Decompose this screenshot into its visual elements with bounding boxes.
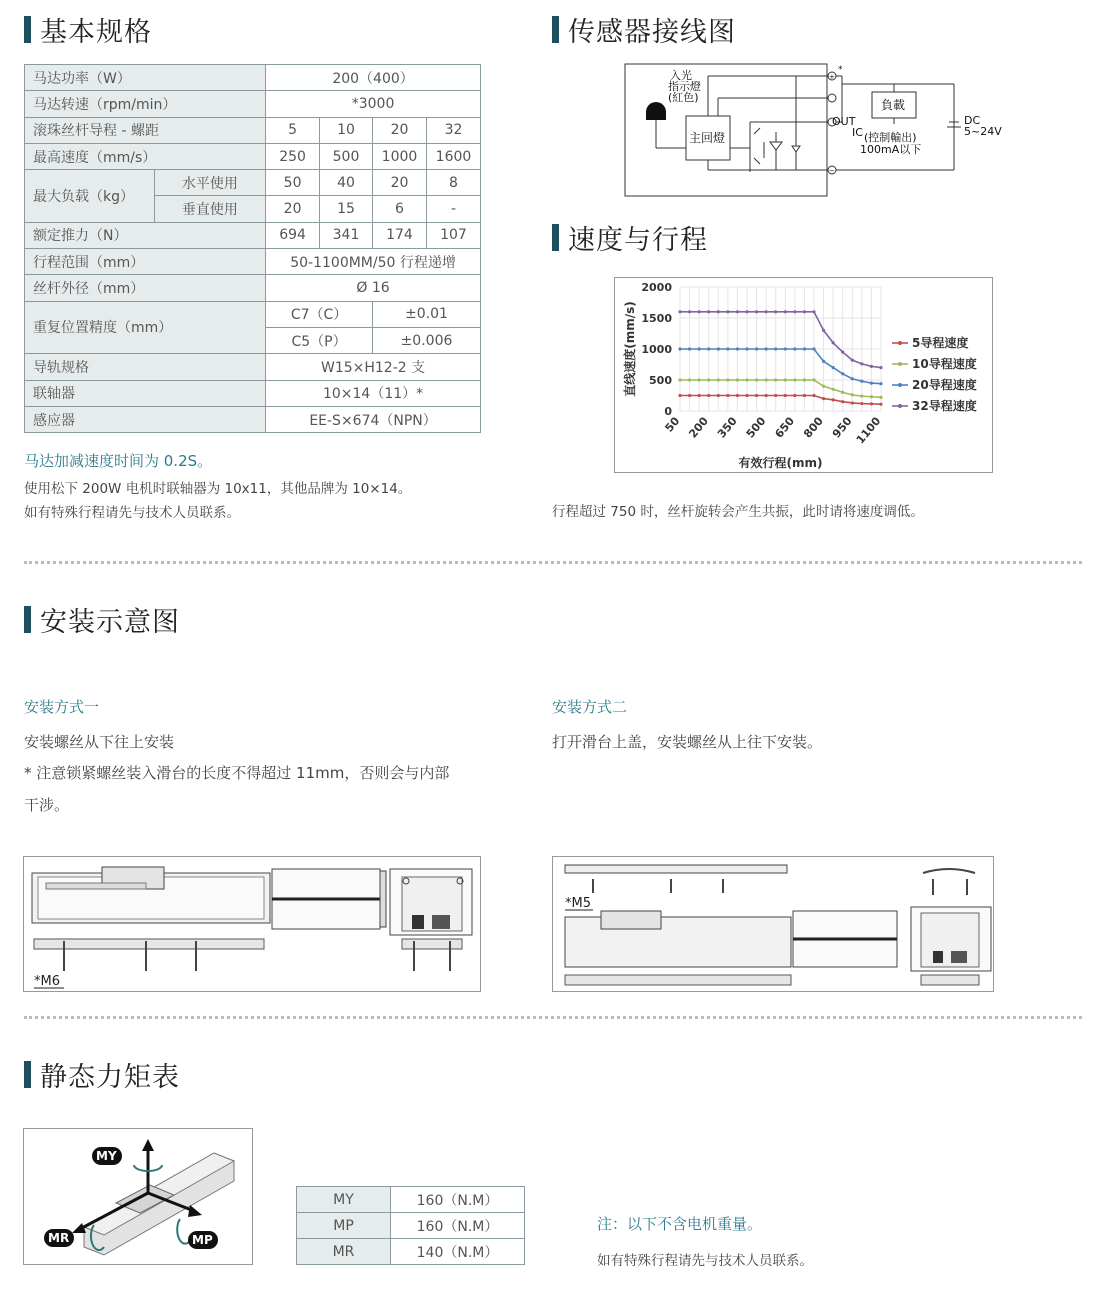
x-tick-label: 950 — [829, 414, 855, 441]
table-row: 垂直使用 20 15 6 - — [25, 196, 481, 222]
section-title-basic-spec: 基本规格 — [24, 10, 152, 49]
svg-text:主回燈: 主回燈 — [689, 131, 726, 145]
svg-text:5~24V: 5~24V — [964, 125, 1002, 138]
data-point — [765, 378, 768, 381]
data-point — [822, 397, 825, 400]
install-method1-line1: 安装螺丝从下往上安装 — [24, 733, 175, 751]
data-point — [736, 378, 739, 381]
x-tick-label: 200 — [686, 414, 712, 441]
data-point — [812, 347, 815, 350]
indicator-lamp-icon — [646, 102, 666, 120]
legend-marker — [898, 362, 902, 366]
data-point — [736, 347, 739, 350]
svg-text:MP: MP — [192, 1233, 213, 1247]
table-row: MP 160（N.M） — [297, 1213, 525, 1239]
x-tick-label: 1100 — [853, 414, 884, 447]
data-point — [707, 347, 710, 350]
svg-text:MY: MY — [96, 1149, 117, 1163]
legend-marker — [898, 341, 902, 345]
data-point — [765, 347, 768, 350]
data-point — [860, 395, 863, 398]
y-tick-label: 500 — [649, 374, 672, 387]
svg-text:*: * — [838, 65, 843, 75]
data-point — [784, 378, 787, 381]
data-point — [879, 382, 882, 385]
data-point — [726, 310, 729, 313]
svg-text:(紅色): (紅色) — [668, 91, 699, 104]
data-point — [755, 310, 758, 313]
moment-note-contact: 如有特殊行程请先与技术人员联系。 — [597, 1253, 813, 1269]
legend-marker — [898, 383, 902, 387]
data-point — [774, 347, 777, 350]
table-row: 导轨规格 W15×H12-2 支 — [25, 354, 481, 380]
divider — [24, 561, 1082, 564]
data-point — [726, 347, 729, 350]
svg-text:*M6: *M6 — [34, 974, 60, 989]
svg-text:指示燈: 指示燈 — [668, 80, 701, 93]
data-point — [755, 347, 758, 350]
data-point — [793, 378, 796, 381]
data-point — [860, 402, 863, 405]
data-point — [707, 310, 710, 313]
data-point — [698, 310, 701, 313]
x-tick-label: 500 — [743, 414, 769, 441]
data-point — [851, 359, 854, 362]
data-point — [765, 310, 768, 313]
data-point — [870, 395, 873, 398]
data-point — [860, 380, 863, 383]
legend-label: 20导程速度 — [912, 378, 977, 392]
data-point — [812, 310, 815, 313]
data-point — [812, 394, 815, 397]
svg-text:負載: 負載 — [881, 98, 906, 112]
moment-diagram — [23, 1128, 253, 1265]
data-point — [745, 347, 748, 350]
svg-text:+: + — [829, 73, 835, 81]
data-point — [832, 366, 835, 369]
svg-text:(控制輸出): (控制輸出) — [864, 131, 917, 144]
data-point — [707, 394, 710, 397]
legend-label: 32导程速度 — [912, 399, 977, 413]
data-point — [851, 401, 854, 404]
accel-note: 马达加减速度时间为 0.2S。 — [24, 452, 213, 470]
data-point — [870, 382, 873, 385]
install-method1-line3: 干涉。 — [24, 796, 70, 814]
data-point — [745, 378, 748, 381]
section-title-speed: 速度与行程 — [552, 218, 708, 257]
table-row: 行程范围（mm） 50-1100MM/50 行程递增 — [25, 249, 481, 275]
table-row: 马达功率（W） 200（400） — [25, 65, 481, 91]
speed-chart — [614, 277, 993, 473]
svg-text:DC: DC — [964, 114, 981, 127]
divider — [24, 1016, 1082, 1019]
install-method2-title: 安装方式二 — [552, 698, 628, 716]
section-title-moment: 静态力矩表 — [24, 1055, 180, 1094]
svg-text:MR: MR — [48, 1231, 70, 1245]
data-point — [784, 394, 787, 397]
data-point — [841, 400, 844, 403]
y-tick-label: 1000 — [641, 343, 672, 356]
legend-marker — [898, 404, 902, 408]
data-point — [678, 378, 681, 381]
data-point — [717, 310, 720, 313]
data-point — [774, 310, 777, 313]
install-drawing-1 — [23, 856, 481, 992]
data-point — [678, 394, 681, 397]
contact-note: 如有特殊行程请先与技术人员联系。 — [24, 505, 240, 521]
data-point — [755, 394, 758, 397]
data-point — [688, 347, 691, 350]
table-row: MR 140（N.M） — [297, 1239, 525, 1265]
data-point — [688, 378, 691, 381]
data-point — [879, 403, 882, 406]
table-row: 感应器 EE-S×674（NPN） — [25, 406, 481, 432]
table-row: 滚珠丝杆导程 - 螺距 5 10 20 32 — [25, 117, 481, 143]
table-row: 最大负载（kg） 水平使用 50 40 20 8 — [25, 170, 481, 196]
data-point — [803, 394, 806, 397]
data-point — [870, 402, 873, 405]
actuator-drawing-1 — [24, 857, 480, 991]
data-point — [832, 398, 835, 401]
data-point — [822, 385, 825, 388]
svg-text:*M5: *M5 — [565, 896, 591, 911]
table-row: 最高速度（mm/s） 250 500 1000 1600 — [25, 143, 481, 169]
moment-note-title: 注：以下不含电机重量。 — [597, 1215, 763, 1233]
section-title-install: 安装示意图 — [24, 600, 180, 639]
data-point — [841, 351, 844, 354]
data-point — [688, 310, 691, 313]
install-method1-line2: * 注意锁紧螺丝装入滑台的长度不得超过 11mm，否则会与内部 — [24, 764, 450, 782]
data-point — [698, 394, 701, 397]
svg-text:−: − — [829, 167, 835, 175]
data-point — [793, 394, 796, 397]
data-point — [803, 347, 806, 350]
data-point — [841, 391, 844, 394]
data-point — [765, 394, 768, 397]
x-tick-label: 650 — [772, 414, 798, 441]
moment-table — [296, 1186, 525, 1265]
data-point — [841, 372, 844, 375]
table-row: 额定推力（N） 694 341 174 107 — [25, 222, 481, 248]
y-tick-label: 1500 — [641, 312, 672, 325]
data-point — [698, 347, 701, 350]
x-tick-label: 50 — [662, 414, 683, 435]
table-row: C5（P） ±0.006 — [25, 327, 481, 353]
data-point — [707, 378, 710, 381]
data-point — [870, 365, 873, 368]
data-point — [774, 394, 777, 397]
install-drawing-2 — [552, 856, 994, 992]
install-method1-title: 安装方式一 — [24, 698, 100, 716]
y-axis-label: 直线速度(mm/s) — [623, 301, 637, 397]
speed-note: 行程超过 750 时，丝杆旋转会产生共振，此时请将速度调低。 — [552, 504, 924, 520]
svg-text:入光: 入光 — [670, 69, 692, 82]
legend-label: 5导程速度 — [912, 336, 969, 350]
x-tick-label: 350 — [715, 414, 740, 441]
data-point — [745, 310, 748, 313]
x-tick-label: 800 — [801, 414, 826, 441]
actuator-drawing-2 — [553, 857, 993, 991]
data-point — [860, 362, 863, 365]
data-point — [726, 378, 729, 381]
table-row: 马达转速（rpm/min） *3000 — [25, 91, 481, 117]
data-point — [717, 378, 720, 381]
section-title-sensor: 传感器接线图 — [552, 10, 736, 49]
data-point — [726, 394, 729, 397]
data-point — [822, 360, 825, 363]
data-point — [803, 310, 806, 313]
data-point — [851, 393, 854, 396]
data-point — [832, 341, 835, 344]
moment-axes-drawing — [24, 1129, 252, 1264]
table-row: MY 160（N.M） — [297, 1187, 525, 1213]
data-point — [812, 378, 815, 381]
data-point — [879, 366, 882, 369]
data-point — [736, 394, 739, 397]
spec-table — [24, 64, 481, 433]
y-tick-label: 2000 — [641, 281, 672, 294]
data-point — [784, 310, 787, 313]
data-point — [774, 378, 777, 381]
data-point — [793, 347, 796, 350]
data-point — [717, 394, 720, 397]
svg-text:OUT: OUT — [832, 115, 856, 128]
data-point — [784, 347, 787, 350]
table-row: 重复位置精度（mm） C7（C） ±0.01 — [25, 301, 481, 327]
y-tick-label: 0 — [664, 405, 672, 418]
series-line — [680, 312, 881, 368]
data-point — [879, 396, 882, 399]
legend-label: 10导程速度 — [912, 357, 977, 371]
data-point — [832, 388, 835, 391]
data-point — [678, 310, 681, 313]
data-point — [822, 329, 825, 332]
svg-text:100mA以下: 100mA以下 — [860, 143, 922, 156]
data-point — [851, 377, 854, 380]
data-point — [688, 394, 691, 397]
data-point — [678, 347, 681, 350]
svg-text:IC: IC — [852, 126, 863, 139]
data-point — [698, 378, 701, 381]
install-method2-line1: 打开滑台上盖，安装螺丝从上往下安装。 — [552, 733, 823, 751]
data-point — [745, 394, 748, 397]
x-axis-label: 有效行程(mm) — [738, 456, 823, 470]
data-point — [736, 310, 739, 313]
data-point — [793, 310, 796, 313]
data-point — [717, 347, 720, 350]
data-point — [755, 378, 758, 381]
coupling-note: 使用松下 200W 电机时联轴器为 10x11，其他品牌为 10×14。 — [24, 481, 412, 497]
table-row: 联轴器 10×14（11）* — [25, 380, 481, 406]
wiring-diagram — [624, 62, 1008, 202]
table-row: 丝杆外径（mm） Ø 16 — [25, 275, 481, 301]
data-point — [803, 378, 806, 381]
